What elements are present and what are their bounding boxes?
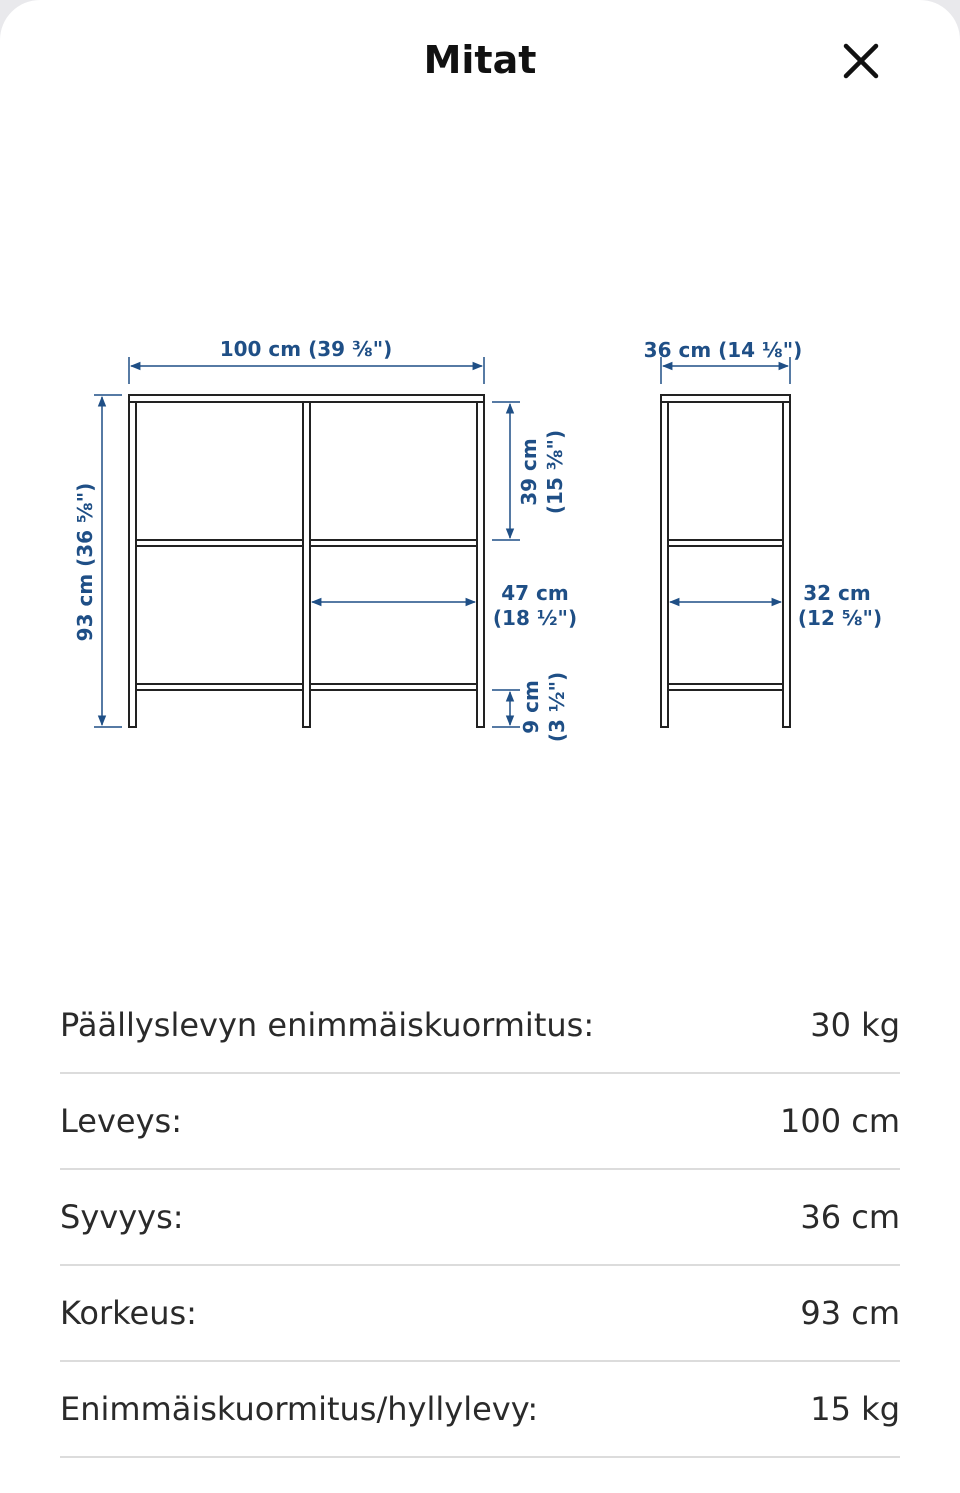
close-icon — [843, 43, 879, 79]
leg-height-inch-label: (3 ½") — [545, 671, 569, 743]
page-title: Mitat — [423, 38, 537, 82]
spec-row-height — [60, 1266, 900, 1362]
spec-value: 93 cm — [800, 1294, 900, 1332]
side-view — [661, 395, 790, 727]
spec-label: Leveys: — [60, 1102, 182, 1140]
front-view — [129, 395, 484, 727]
height-label: 93 cm (36 ⅝") — [73, 482, 97, 642]
spec-value: 100 cm — [779, 1102, 900, 1140]
spec-list — [60, 978, 900, 1458]
spec-row-depth — [60, 1170, 900, 1266]
spec-value: 15 kg — [810, 1390, 900, 1428]
inner-depth-inch-label: (12 ⅝") — [797, 606, 883, 630]
close-button[interactable] — [830, 30, 892, 92]
spec-row-width — [60, 1074, 900, 1170]
spec-row-shelf-load — [60, 1362, 900, 1458]
inner-depth-label: 32 cm — [803, 581, 871, 605]
spec-label: Syvyys: — [60, 1198, 184, 1236]
inner-width-label: 47 cm — [501, 581, 569, 605]
shelf-height-label: 39 cm — [517, 438, 541, 506]
spec-label: Enimmäiskuormitus/hyllylevy: — [60, 1390, 539, 1428]
spec-label: Korkeus: — [60, 1294, 197, 1332]
side-depth-label: 36 cm (14 ⅛") — [643, 338, 803, 362]
inner-width-inch-label: (18 ½") — [492, 606, 578, 630]
leg-height-label: 9 cm — [519, 680, 543, 734]
dimension-drawing — [0, 320, 960, 760]
front-width-label: 100 cm (39 ⅜") — [219, 337, 393, 361]
shelf-height-inch-label: (15 ⅜") — [543, 429, 567, 515]
spec-row-top-load — [60, 978, 900, 1074]
spec-value: 30 kg — [810, 1006, 900, 1044]
spec-label: Päällyslevyn enimmäiskuormitus: — [60, 1006, 595, 1044]
spec-value: 36 cm — [800, 1198, 900, 1236]
